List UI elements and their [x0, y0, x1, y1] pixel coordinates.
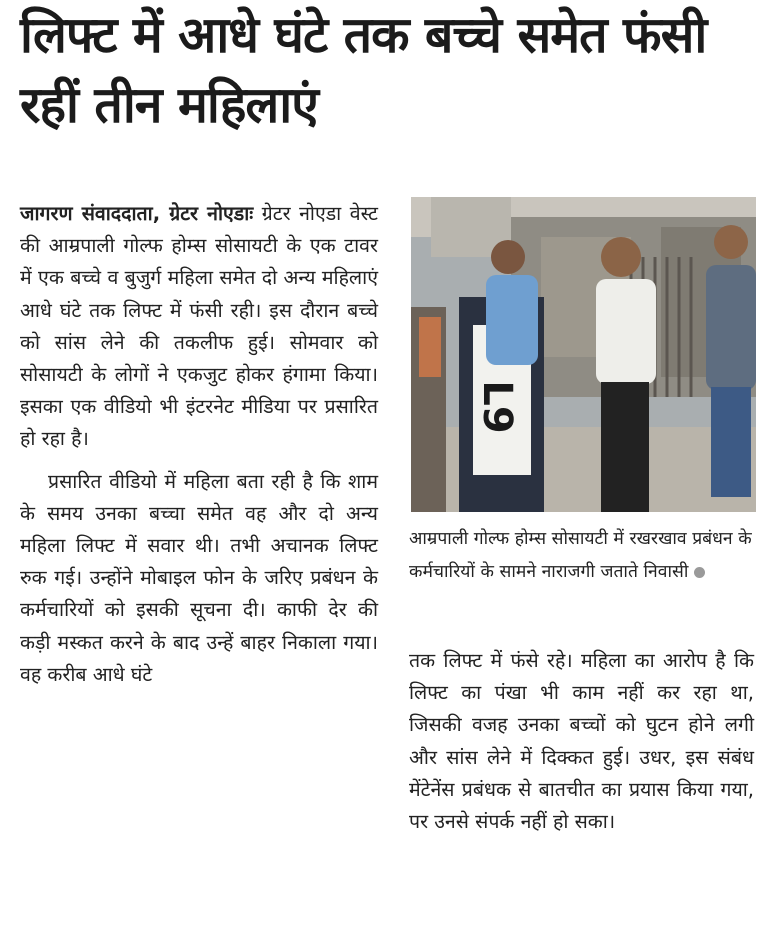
paragraph-2: प्रसारित वीडियो में महिला बता रही है कि शाम के समय उनका बच्चा समेत वह और दो अन्य महिला लिफ्ट में सवार थी। तभी अचानक लिफ्ट रुक गई। उन्होंने मोबाइल फोन के जरिए प्रबंधन के कर्मचारियों को इसकी सूचना दी। काफी देर की कड़ी मस्कत करने के बाद उन्हें बाहर निकाला गया। वह करीब आधे घंटे	[20, 469, 378, 686]
article-column-left	[20, 198, 378, 691]
headline: लिफ्ट में आधे घंटे तक बच्चे समेत फंसी रहीं तीन महिलाएं	[20, 6, 707, 134]
photo-caption-text: आम्रपाली गोल्फ होम्स सोसायटी में रखरखाव प्रबंधन के कर्मचारियों के सामने नाराजगी जताते निवासी	[409, 529, 752, 582]
paragraph-1	[20, 198, 378, 456]
dateline: जागरण संवाददाता, ग्रेटर नोएडाः	[20, 202, 254, 225]
bullet-icon	[694, 567, 705, 578]
article-column-right	[409, 645, 754, 838]
photo-caption	[409, 523, 754, 589]
paragraph-3: तक लिफ्ट में फंसे रहे। महिला का आरोप है कि लिफ्ट का पंखा भी काम नहीं कर रहा था, जिसकी वजह उनका बच्चों को घुटन होने लगी और सांस लेने में दिक्कत हुई। उधर, इस संबंध मेंटेनेंस प्रबंधक से बातचीत का प्रयास किया गया, पर उनसे संपर्क नहीं हो सका।	[409, 649, 754, 834]
paragraph-1-text: ग्रेटर नोएडा वेस्ट की आम्रपाली गोल्फ होम्स सोसायटी के एक टावर में एक बच्चे व बुजुर्ग महिला समेत दो अन्य महिलाएं आधे घंटे तक लिफ्ट में फंसी रही। इस दौरान बच्चे को सांस लेने की तकलीफ हुई। सोमवार को सोसायटी के लोगों ने एकजुट होकर हंगामा किया। इसका एक वीडियो भी इंटरनेट मीडिया पर प्रसारित हो रहा है।	[20, 202, 378, 451]
news-photo-illustration	[411, 197, 756, 512]
pillar-sign-text: L9	[474, 380, 520, 434]
news-photo	[411, 197, 756, 512]
